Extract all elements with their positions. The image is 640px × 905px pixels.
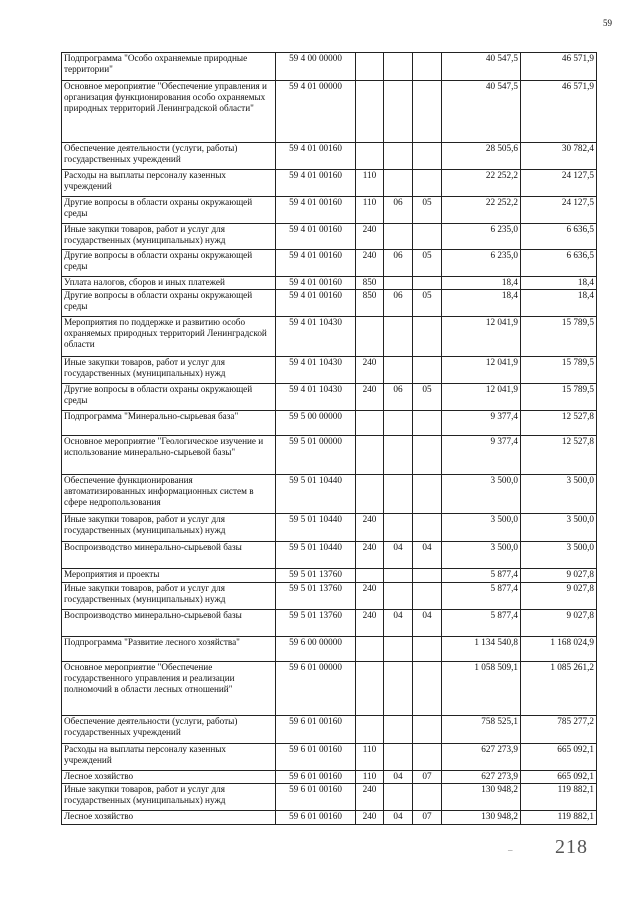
cell-sum2: 24 127,5 — [521, 170, 597, 197]
cell-rz — [384, 170, 413, 197]
table-row — [62, 384, 597, 411]
cell-name: Основное мероприятие "Обеспечение государственного управления и реализации полномочий в области лесных отношений" — [62, 662, 276, 716]
cell-vr — [356, 569, 384, 583]
table-row — [62, 197, 597, 224]
cell-code: 59 6 01 00160 — [276, 771, 356, 784]
cell-sum2: 3 500,0 — [521, 542, 597, 569]
table-row — [62, 224, 597, 250]
cell-sum2: 9 027,8 — [521, 569, 597, 583]
cell-sum1: 18,4 — [442, 277, 521, 290]
table-row — [62, 811, 597, 825]
cell-sum1: 12 041,9 — [442, 384, 521, 411]
cell-code: 59 6 01 00000 — [276, 662, 356, 716]
cell-code: 59 5 01 13760 — [276, 610, 356, 637]
cell-code: 59 6 00 00000 — [276, 637, 356, 662]
cell-rz — [384, 784, 413, 811]
cell-code: 59 4 01 00160 — [276, 277, 356, 290]
cell-code: 59 4 01 00000 — [276, 81, 356, 143]
cell-code: 59 5 01 10440 — [276, 475, 356, 514]
cell-vr — [356, 317, 384, 357]
cell-pr — [413, 514, 442, 542]
cell-name: Другие вопросы в области охраны окружающей среды — [62, 197, 276, 224]
table-row — [62, 81, 597, 143]
cell-name: Уплата налогов, сборов и иных платежей — [62, 277, 276, 290]
cell-sum2: 12 527,8 — [521, 411, 597, 436]
cell-sum1: 6 235,0 — [442, 224, 521, 250]
cell-sum2: 785 277,2 — [521, 716, 597, 744]
cell-rz — [384, 53, 413, 81]
cell-name: Обеспечение функционирования автоматизированных информационных систем в сфере недропользования — [62, 475, 276, 514]
cell-sum1: 40 547,5 — [442, 53, 521, 81]
table-row — [62, 317, 597, 357]
cell-rz: 04 — [384, 542, 413, 569]
table-body — [62, 53, 597, 825]
cell-pr — [413, 436, 442, 475]
cell-rz — [384, 662, 413, 716]
cell-code: 59 6 01 00160 — [276, 811, 356, 825]
cell-sum1: 12 041,9 — [442, 317, 521, 357]
footer-dash: – — [508, 845, 513, 855]
cell-pr: 07 — [413, 771, 442, 784]
table-row — [62, 514, 597, 542]
cell-sum2: 119 882,1 — [521, 784, 597, 811]
cell-code: 59 5 01 10440 — [276, 542, 356, 569]
cell-rz: 06 — [384, 197, 413, 224]
cell-vr — [356, 53, 384, 81]
cell-sum1: 5 877,4 — [442, 569, 521, 583]
cell-vr: 240 — [356, 811, 384, 825]
cell-rz: 04 — [384, 811, 413, 825]
cell-pr: 04 — [413, 610, 442, 637]
cell-name: Мероприятия и проекты — [62, 569, 276, 583]
cell-vr: 240 — [356, 784, 384, 811]
cell-name: Воспроизводство минерально-сырьевой базы — [62, 610, 276, 637]
cell-code: 59 4 01 00160 — [276, 143, 356, 170]
cell-vr: 240 — [356, 610, 384, 637]
cell-vr — [356, 475, 384, 514]
cell-name: Другие вопросы в области охраны окружающей среды — [62, 384, 276, 411]
cell-rz — [384, 514, 413, 542]
cell-pr — [413, 143, 442, 170]
cell-sum1: 9 377,4 — [442, 411, 521, 436]
table-row — [62, 277, 597, 290]
cell-rz — [384, 716, 413, 744]
page-number: 59 — [603, 18, 612, 28]
table-row — [62, 662, 597, 716]
cell-sum1: 3 500,0 — [442, 542, 521, 569]
cell-sum1: 1 134 540,8 — [442, 637, 521, 662]
cell-vr: 240 — [356, 514, 384, 542]
cell-vr — [356, 436, 384, 475]
cell-pr — [413, 81, 442, 143]
cell-pr — [413, 357, 442, 384]
cell-pr — [413, 662, 442, 716]
cell-name: Обеспечение деятельности (услуги, работы) государственных учреждений — [62, 716, 276, 744]
cell-rz — [384, 143, 413, 170]
table-row — [62, 250, 597, 277]
cell-name: Расходы на выплаты персоналу казенных учреждений — [62, 744, 276, 771]
cell-pr — [413, 224, 442, 250]
cell-pr — [413, 277, 442, 290]
cell-vr: 110 — [356, 771, 384, 784]
cell-name: Лесное хозяйство — [62, 811, 276, 825]
cell-rz: 04 — [384, 610, 413, 637]
table-row — [62, 475, 597, 514]
cell-code: 59 6 01 00160 — [276, 716, 356, 744]
cell-pr: 05 — [413, 384, 442, 411]
cell-sum1: 40 547,5 — [442, 81, 521, 143]
table-row — [62, 771, 597, 784]
table-row — [62, 542, 597, 569]
cell-pr — [413, 411, 442, 436]
table-row — [62, 53, 597, 81]
cell-sum1: 3 500,0 — [442, 514, 521, 542]
cell-pr: 07 — [413, 811, 442, 825]
cell-vr: 240 — [356, 384, 384, 411]
cell-code: 59 5 01 13760 — [276, 569, 356, 583]
cell-rz: 06 — [384, 290, 413, 317]
cell-rz — [384, 637, 413, 662]
cell-code: 59 4 01 10430 — [276, 384, 356, 411]
cell-vr — [356, 662, 384, 716]
cell-rz: 06 — [384, 250, 413, 277]
cell-sum2: 3 500,0 — [521, 475, 597, 514]
cell-pr — [413, 317, 442, 357]
cell-name: Основное мероприятие "Обеспечение управления и организация функционирования особо охраняемых природных территорий Ленинградской области" — [62, 81, 276, 143]
cell-code: 59 4 01 00160 — [276, 170, 356, 197]
cell-pr — [413, 637, 442, 662]
cell-vr: 110 — [356, 170, 384, 197]
cell-sum2: 665 092,1 — [521, 771, 597, 784]
cell-vr — [356, 411, 384, 436]
cell-code: 59 4 01 00160 — [276, 290, 356, 317]
cell-sum2: 1 168 024,9 — [521, 637, 597, 662]
table-row — [62, 411, 597, 436]
table-row — [62, 784, 597, 811]
cell-sum2: 119 882,1 — [521, 811, 597, 825]
cell-sum1: 3 500,0 — [442, 475, 521, 514]
cell-pr — [413, 170, 442, 197]
cell-pr: 05 — [413, 197, 442, 224]
cell-code: 59 4 01 00160 — [276, 197, 356, 224]
table-row — [62, 583, 597, 610]
cell-sum1: 12 041,9 — [442, 357, 521, 384]
cell-pr: 04 — [413, 542, 442, 569]
cell-name: Иные закупки товаров, работ и услуг для государственных (муниципальных) нужд — [62, 357, 276, 384]
cell-vr: 240 — [356, 583, 384, 610]
cell-name: Иные закупки товаров, работ и услуг для государственных (муниципальных) нужд — [62, 784, 276, 811]
cell-code: 59 6 01 00160 — [276, 784, 356, 811]
cell-vr: 240 — [356, 542, 384, 569]
cell-sum1: 9 377,4 — [442, 436, 521, 475]
cell-sum1: 627 273,9 — [442, 744, 521, 771]
cell-rz — [384, 436, 413, 475]
cell-sum1: 5 877,4 — [442, 583, 521, 610]
cell-pr — [413, 475, 442, 514]
cell-rz: 06 — [384, 384, 413, 411]
table-row — [62, 716, 597, 744]
cell-rz — [384, 569, 413, 583]
table-row — [62, 357, 597, 384]
cell-rz — [384, 411, 413, 436]
cell-sum1: 6 235,0 — [442, 250, 521, 277]
cell-pr — [413, 53, 442, 81]
cell-code: 59 4 01 00160 — [276, 250, 356, 277]
table-row — [62, 744, 597, 771]
cell-sum2: 15 789,5 — [521, 317, 597, 357]
cell-pr — [413, 784, 442, 811]
cell-rz — [384, 357, 413, 384]
cell-sum1: 130 948,2 — [442, 784, 521, 811]
cell-code: 59 4 00 00000 — [276, 53, 356, 81]
cell-sum2: 18,4 — [521, 277, 597, 290]
cell-sum2: 9 027,8 — [521, 583, 597, 610]
cell-name: Подпрограмма "Минерально-сырьевая база" — [62, 411, 276, 436]
cell-vr — [356, 143, 384, 170]
cell-sum2: 12 527,8 — [521, 436, 597, 475]
cell-code: 59 6 01 00160 — [276, 744, 356, 771]
cell-name: Расходы на выплаты персоналу казенных учреждений — [62, 170, 276, 197]
cell-rz — [384, 317, 413, 357]
cell-pr: 05 — [413, 290, 442, 317]
budget-table — [61, 52, 597, 825]
cell-vr: 240 — [356, 224, 384, 250]
cell-vr: 110 — [356, 744, 384, 771]
cell-name: Подпрограмма "Особо охраняемые природные территории" — [62, 53, 276, 81]
table-row — [62, 143, 597, 170]
table-row — [62, 637, 597, 662]
cell-rz — [384, 475, 413, 514]
cell-sum2: 9 027,8 — [521, 610, 597, 637]
cell-sum1: 627 273,9 — [442, 771, 521, 784]
cell-sum2: 1 085 261,2 — [521, 662, 597, 716]
cell-code: 59 5 01 10440 — [276, 514, 356, 542]
cell-vr: 850 — [356, 277, 384, 290]
cell-name: Иные закупки товаров, работ и услуг для государственных (муниципальных) нужд — [62, 224, 276, 250]
cell-sum2: 6 636,5 — [521, 250, 597, 277]
cell-name: Иные закупки товаров, работ и услуг для государственных (муниципальных) нужд — [62, 514, 276, 542]
cell-vr — [356, 637, 384, 662]
table-row — [62, 290, 597, 317]
cell-sum1: 28 505,6 — [442, 143, 521, 170]
cell-rz — [384, 277, 413, 290]
cell-pr: 05 — [413, 250, 442, 277]
cell-name: Подпрограмма "Развитие лесного хозяйства" — [62, 637, 276, 662]
cell-name: Воспроизводство минерально-сырьевой базы — [62, 542, 276, 569]
cell-sum1: 758 525,1 — [442, 716, 521, 744]
cell-pr — [413, 744, 442, 771]
cell-code: 59 4 01 10430 — [276, 357, 356, 384]
cell-sum2: 46 571,9 — [521, 81, 597, 143]
cell-vr: 240 — [356, 250, 384, 277]
cell-code: 59 4 01 00160 — [276, 224, 356, 250]
cell-sum1: 22 252,2 — [442, 197, 521, 224]
table-row — [62, 436, 597, 475]
table-row — [62, 610, 597, 637]
cell-code: 59 5 00 00000 — [276, 411, 356, 436]
cell-rz — [384, 81, 413, 143]
cell-name: Другие вопросы в области охраны окружающей среды — [62, 290, 276, 317]
cell-name: Мероприятия по поддержке и развитию особо охраняемых природных территорий Ленинградской области — [62, 317, 276, 357]
cell-code: 59 4 01 10430 — [276, 317, 356, 357]
cell-code: 59 5 01 00000 — [276, 436, 356, 475]
cell-vr: 240 — [356, 357, 384, 384]
cell-code: 59 5 01 13760 — [276, 583, 356, 610]
cell-name: Иные закупки товаров, работ и услуг для государственных (муниципальных) нужд — [62, 583, 276, 610]
cell-vr: 110 — [356, 197, 384, 224]
cell-sum1: 22 252,2 — [442, 170, 521, 197]
cell-vr — [356, 81, 384, 143]
cell-sum2: 15 789,5 — [521, 384, 597, 411]
cell-rz — [384, 224, 413, 250]
cell-sum2: 15 789,5 — [521, 357, 597, 384]
cell-sum1: 18,4 — [442, 290, 521, 317]
cell-pr — [413, 569, 442, 583]
cell-vr — [356, 716, 384, 744]
cell-sum2: 30 782,4 — [521, 143, 597, 170]
cell-name: Основное мероприятие "Геологическое изучение и использование минерально-сырьевой базы" — [62, 436, 276, 475]
table-row — [62, 170, 597, 197]
cell-name: Другие вопросы в области охраны окружающей среды — [62, 250, 276, 277]
cell-sum1: 5 877,4 — [442, 610, 521, 637]
cell-rz: 04 — [384, 771, 413, 784]
cell-sum2: 6 636,5 — [521, 224, 597, 250]
cell-pr — [413, 583, 442, 610]
cell-sum2: 24 127,5 — [521, 197, 597, 224]
footer-stamp: 218 — [555, 836, 588, 858]
cell-sum2: 46 571,9 — [521, 53, 597, 81]
cell-sum2: 18,4 — [521, 290, 597, 317]
cell-vr: 850 — [356, 290, 384, 317]
cell-name: Лесное хозяйство — [62, 771, 276, 784]
table-row — [62, 569, 597, 583]
cell-sum1: 130 948,2 — [442, 811, 521, 825]
cell-rz — [384, 744, 413, 771]
cell-name: Обеспечение деятельности (услуги, работы) государственных учреждений — [62, 143, 276, 170]
cell-sum1: 1 058 509,1 — [442, 662, 521, 716]
cell-sum2: 3 500,0 — [521, 514, 597, 542]
cell-sum2: 665 092,1 — [521, 744, 597, 771]
cell-rz — [384, 583, 413, 610]
cell-pr — [413, 716, 442, 744]
